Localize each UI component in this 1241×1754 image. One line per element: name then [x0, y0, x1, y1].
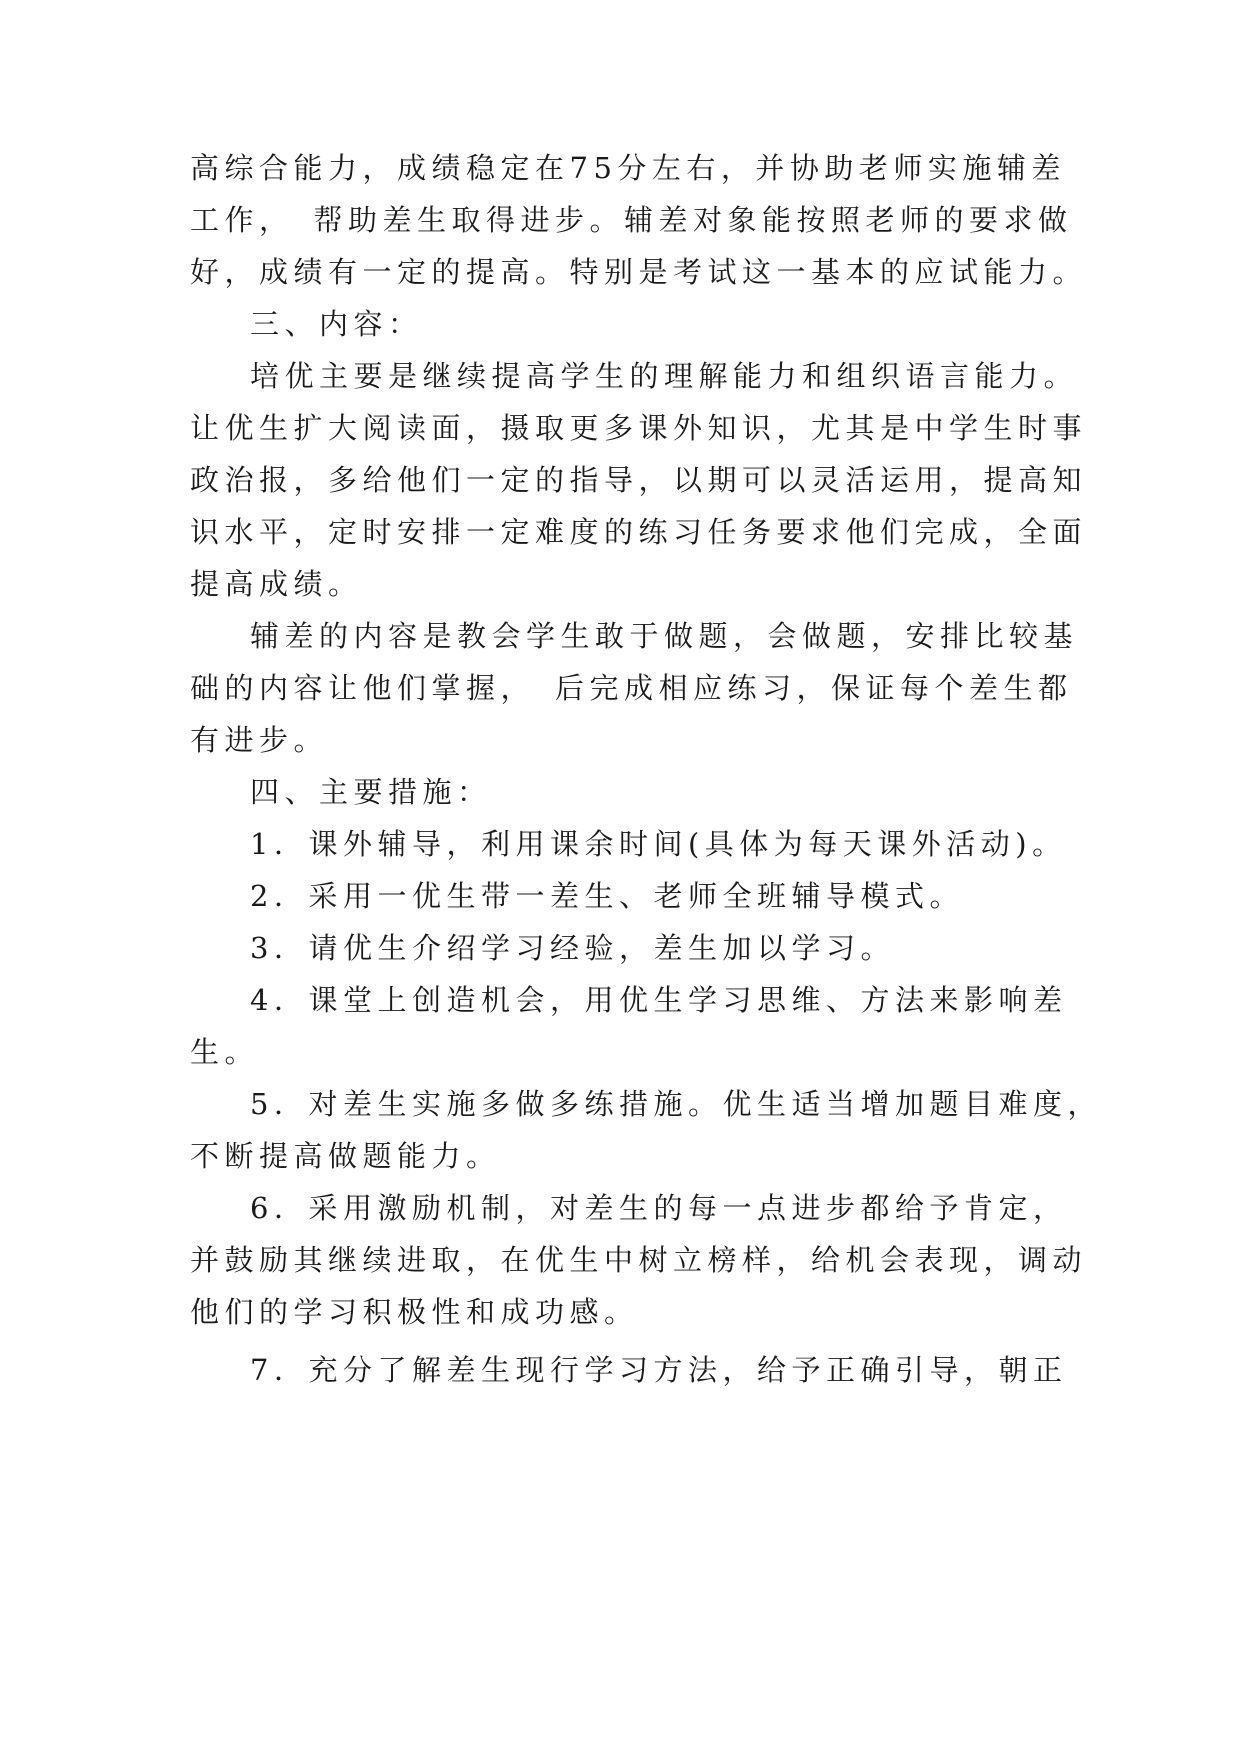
body-text-line: 有进步。 [190, 723, 329, 757]
list-item: 4．课堂上创造机会，用优生学习思维、方法来影响差 [250, 983, 1068, 1017]
list-item: 1．课外辅导，利用课余时间(具体为每天课外活动)。 [250, 827, 1067, 861]
list-item: 5．对差生实施多做多练措施。优生适当增加题目难度， [250, 1087, 1102, 1121]
list-item: 2．采用一优生带一差生、老师全班辅导模式。 [250, 879, 964, 913]
body-text-line: 提高成绩。 [190, 567, 363, 601]
body-text-line: 识水平，定时安排一定难度的练习任务要求他们完成，全面 [190, 515, 1088, 549]
list-item-continuation: 他们的学习积极性和成功感。 [190, 1295, 639, 1329]
list-item: 7．充分了解差生现行学习方法，给予正确引导，朝正 [250, 1353, 1068, 1387]
body-text-line: 工作， 帮助差生取得进步。辅差对象能按照老师的要求做 [190, 203, 1073, 237]
body-text-line: 辅差的内容是教会学生敢于做题，会做题，安排比较基 [250, 619, 1079, 653]
body-text-line: 政治报，多给他们一定的指导，以期可以灵活运用，提高知 [190, 463, 1088, 497]
body-text-line: 让优生扩大阅读面，摄取更多课外知识，尤其是中学生时事 [190, 411, 1088, 445]
list-item: 3．请优生介绍学习经验，差生加以学习。 [250, 931, 895, 965]
body-text-line: 高综合能力，成绩稳定在75分左右，并协助老师实施辅差 [190, 151, 1066, 185]
list-item-continuation: 生。 [190, 1035, 260, 1069]
section-heading: 四、主要措施： [250, 775, 492, 809]
list-item: 6．采用激励机制，对差生的每一点进步都给予肯定， [250, 1191, 1068, 1225]
section-heading: 三、内容： [250, 307, 423, 341]
body-text-line: 础的内容让他们掌握， 后完成相应练习，保证每个差生都 [190, 671, 1073, 705]
list-item-continuation: 并鼓励其继续进取，在优生中树立榜样，给机会表现，调动 [190, 1243, 1088, 1277]
list-item-continuation: 不断提高做题能力。 [190, 1139, 501, 1173]
body-text-line: 培优主要是继续提高学生的理解能力和组织语言能力。 [250, 359, 1079, 393]
body-text-line: 好，成绩有一定的提高。特别是考试这一基本的应试能力。 [190, 255, 1088, 289]
